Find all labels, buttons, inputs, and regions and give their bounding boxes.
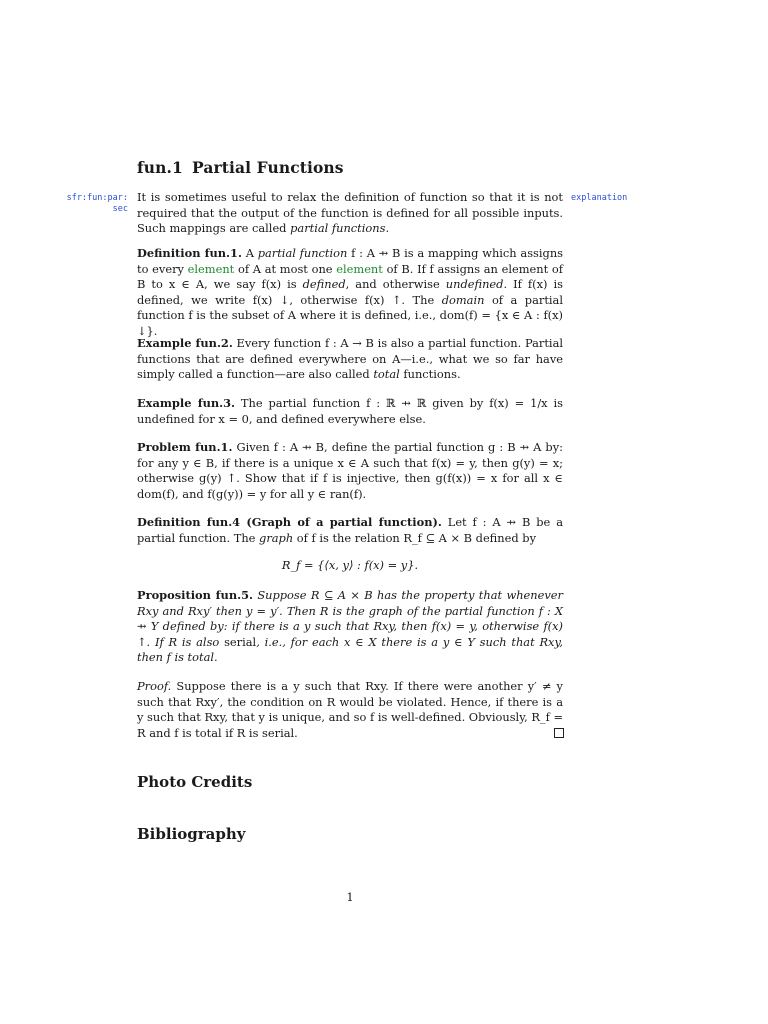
def1-em-partial-function: partial function: [257, 246, 348, 260]
def1-text: , and otherwise: [345, 277, 446, 292]
def4-em-graph: graph: [259, 530, 294, 545]
proof-label: Proof.: [137, 679, 172, 693]
proposition-fun-5: [137, 588, 563, 666]
prop5-text-end: , i.e., for each x ∈ X there is a y ∈ Y such that Rxy, then f is total.: [137, 634, 563, 665]
section-number: fun.1: [137, 158, 183, 177]
def1-em-undefined: undefined: [445, 277, 504, 292]
intro-text-end: .: [385, 221, 390, 236]
section-title: Partial Functions: [192, 158, 344, 177]
proof-text: Suppose there is a y such that Rxy. If there were another y′ ≠ y such that Rxy′, the condition on R would be violated. Hence, if there is a y such that Rxy, that y is unique, and so f is well-defined. Obviously, R_f = R and f is total if R is serial.: [137, 679, 564, 740]
section-heading: [137, 158, 344, 177]
element-link[interactable]: element: [187, 261, 235, 276]
definition-label: Definition fun.1.: [137, 246, 242, 260]
def1-em-defined: defined: [302, 277, 346, 292]
qed-box-icon: [554, 728, 564, 738]
ex2-text: Every function f : A → B is also a partial function. Partial functions that are defined everywhere on A—i.e., what we so far have simply called a function—are also called: [137, 336, 564, 382]
intro-text: It is sometimes useful to relax the definition of function so that it is not required that the output of the function is defined for all possible inputs. Such mappings are called: [137, 190, 563, 236]
bibliography-heading: Bibliography: [137, 825, 246, 843]
prop5-serial: serial: [224, 634, 257, 649]
def4-text: of f is the relation R_f ⊆ A × B defined by: [293, 530, 537, 545]
def1-text: of B. If f assigns an element of B to x ∈ A, we say f(x) is: [137, 261, 563, 292]
problem-label: Problem fun.1.: [137, 440, 233, 454]
page-number: 1: [346, 890, 354, 904]
margin-tag-left-line1: sfr:fun:par:: [66, 193, 128, 203]
margin-tag-left-line2: sec: [112, 204, 128, 214]
def1-text: . If f(x) is defined, we write f(x) ↓, otherwise f(x) ↑. The: [137, 277, 563, 307]
ex2-text-end: functions.: [399, 367, 461, 382]
prop5-text: Suppose R ⊆ A × B has the property that whenever Rxy and Rxy′ then y = y′. Then R is the graph of the partial function f : X ⇸ Y defined by: if there is a y such that Rxy, then f(x) = y, otherwise f(x) ↑. If R is also: [137, 588, 563, 649]
example-label: Example fun.3.: [137, 396, 236, 410]
def1-text: A: [241, 246, 258, 260]
proof-paragraph: [137, 679, 563, 741]
margin-tag-left[interactable]: [60, 193, 128, 215]
ex2-em-total: total: [373, 367, 400, 382]
prob1-text: Given f : A ⇸ B, define the partial function g : B ⇸ A by: for any y ∈ B, if there is a unique x ∈ A such that f(x) = y, then g(y) = x; otherwise g(y) ↑. Show that if f is injective, then g(f(x)) = x for all x ∈ dom(f), and f(g(y)) = y for all y ∈ ran(f).: [137, 440, 563, 501]
definition-fun-4: [137, 515, 563, 546]
problem-fun-1: [137, 440, 563, 502]
intro-paragraph: [137, 190, 563, 237]
example-label: Example fun.2.: [137, 336, 233, 350]
intro-emphasis: partial functions: [290, 221, 386, 236]
def1-em-domain: domain: [441, 292, 485, 307]
example-fun-3: [137, 396, 563, 427]
element-link[interactable]: element: [336, 261, 383, 276]
photo-credits-heading: Photo Credits: [137, 773, 253, 791]
example-fun-2: [137, 336, 563, 383]
display-equation: R_f = {⟨x, y⟩ : f(x) = y}.: [281, 558, 419, 572]
def1-text: f : A ⇸ B is a mapping which assigns to every: [137, 246, 564, 276]
def4-text: Let f : A ⇸ B be a partial function. The: [137, 515, 563, 545]
def1-text: of A at most one: [234, 261, 337, 276]
proposition-label: Proposition fun.5.: [137, 588, 253, 602]
def1-text: of a partial function f is the subset of A where it is defined, i.e., dom(f) = {x ∈ A : f(x) ↓}.: [137, 292, 563, 338]
margin-tag-right[interactable]: explanation: [571, 193, 628, 203]
definition-fun-1: [137, 246, 563, 340]
definition-label: Definition fun.4 (Graph of a partial function).: [137, 515, 442, 529]
ex3-text: The partial function f : ℝ ⇸ ℝ given by f(x) = 1/x is undefined for x = 0, and defined everywhere else.: [137, 396, 563, 426]
